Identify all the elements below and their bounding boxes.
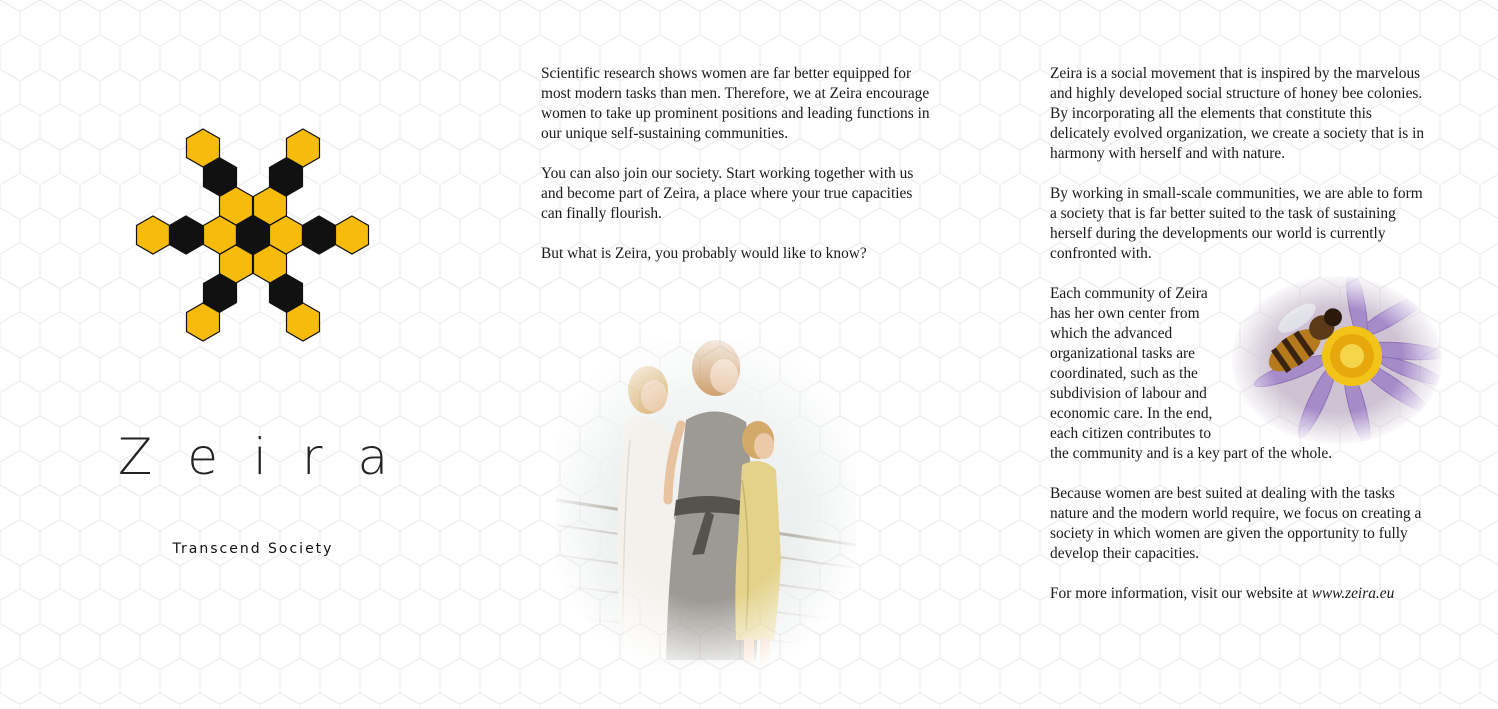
more-info [1050, 584, 1430, 604]
more-info-text: For more information, visit our website at [1050, 585, 1308, 602]
paragraph: You can also join our society. Start working together with us and become part of Zeira, a place where your true capacities can finally flourish. [541, 165, 914, 222]
paragraph: Zeira is a social movement that is inspired by the marvelous and highly developed social structure of honey bee colonies. By incorporating all the elements that constitute this delicately evolved organization, we create a society that is in harmony with herself and with nature. [1050, 65, 1425, 162]
paragraph-text: Each community of Zeira has her own center from which the advanced organizational tasks are coordinated, such as the subdivision of labour and economic care. In the end, each citizen contributes to the community and is a key part of the whole. [1050, 285, 1333, 462]
right-text [1050, 64, 1430, 624]
hex-cell [137, 216, 170, 254]
hex-cell [170, 216, 203, 254]
middle-text [541, 64, 931, 284]
website-link[interactable]: www.zeira.eu [1311, 585, 1395, 602]
paragraph-with-image [1050, 284, 1430, 464]
honeycomb-star-icon [130, 125, 375, 345]
hex-cell [336, 216, 369, 254]
bee-on-flower-photo [1232, 276, 1442, 444]
women-family-photo [556, 340, 856, 665]
paragraph: But what is Zeira, you probably would like to know? [541, 245, 867, 262]
hex-cell [303, 216, 336, 254]
paragraph: By working in small-scale communities, we are able to form a society that is far better suited to the task of sustaining herself during the developments our world is currently confronted with. [1050, 185, 1423, 262]
cover-panel [0, 0, 505, 709]
brand-wordmark: Zeira [118, 428, 424, 486]
brand-tagline: Transcend Society [172, 541, 334, 557]
paragraph: Scientific research shows women are far better equipped for most modern tasks than men. Therefore, we at Zeira encourage women to take up prominent positions and leading functions in our unique self-sustaining communities. [541, 65, 930, 142]
paragraph: Because women are best suited at dealing with the tasks nature and the modern world require, we focus on creating a society in which women are given the opportunity to fully develop their capacities. [1050, 485, 1422, 562]
